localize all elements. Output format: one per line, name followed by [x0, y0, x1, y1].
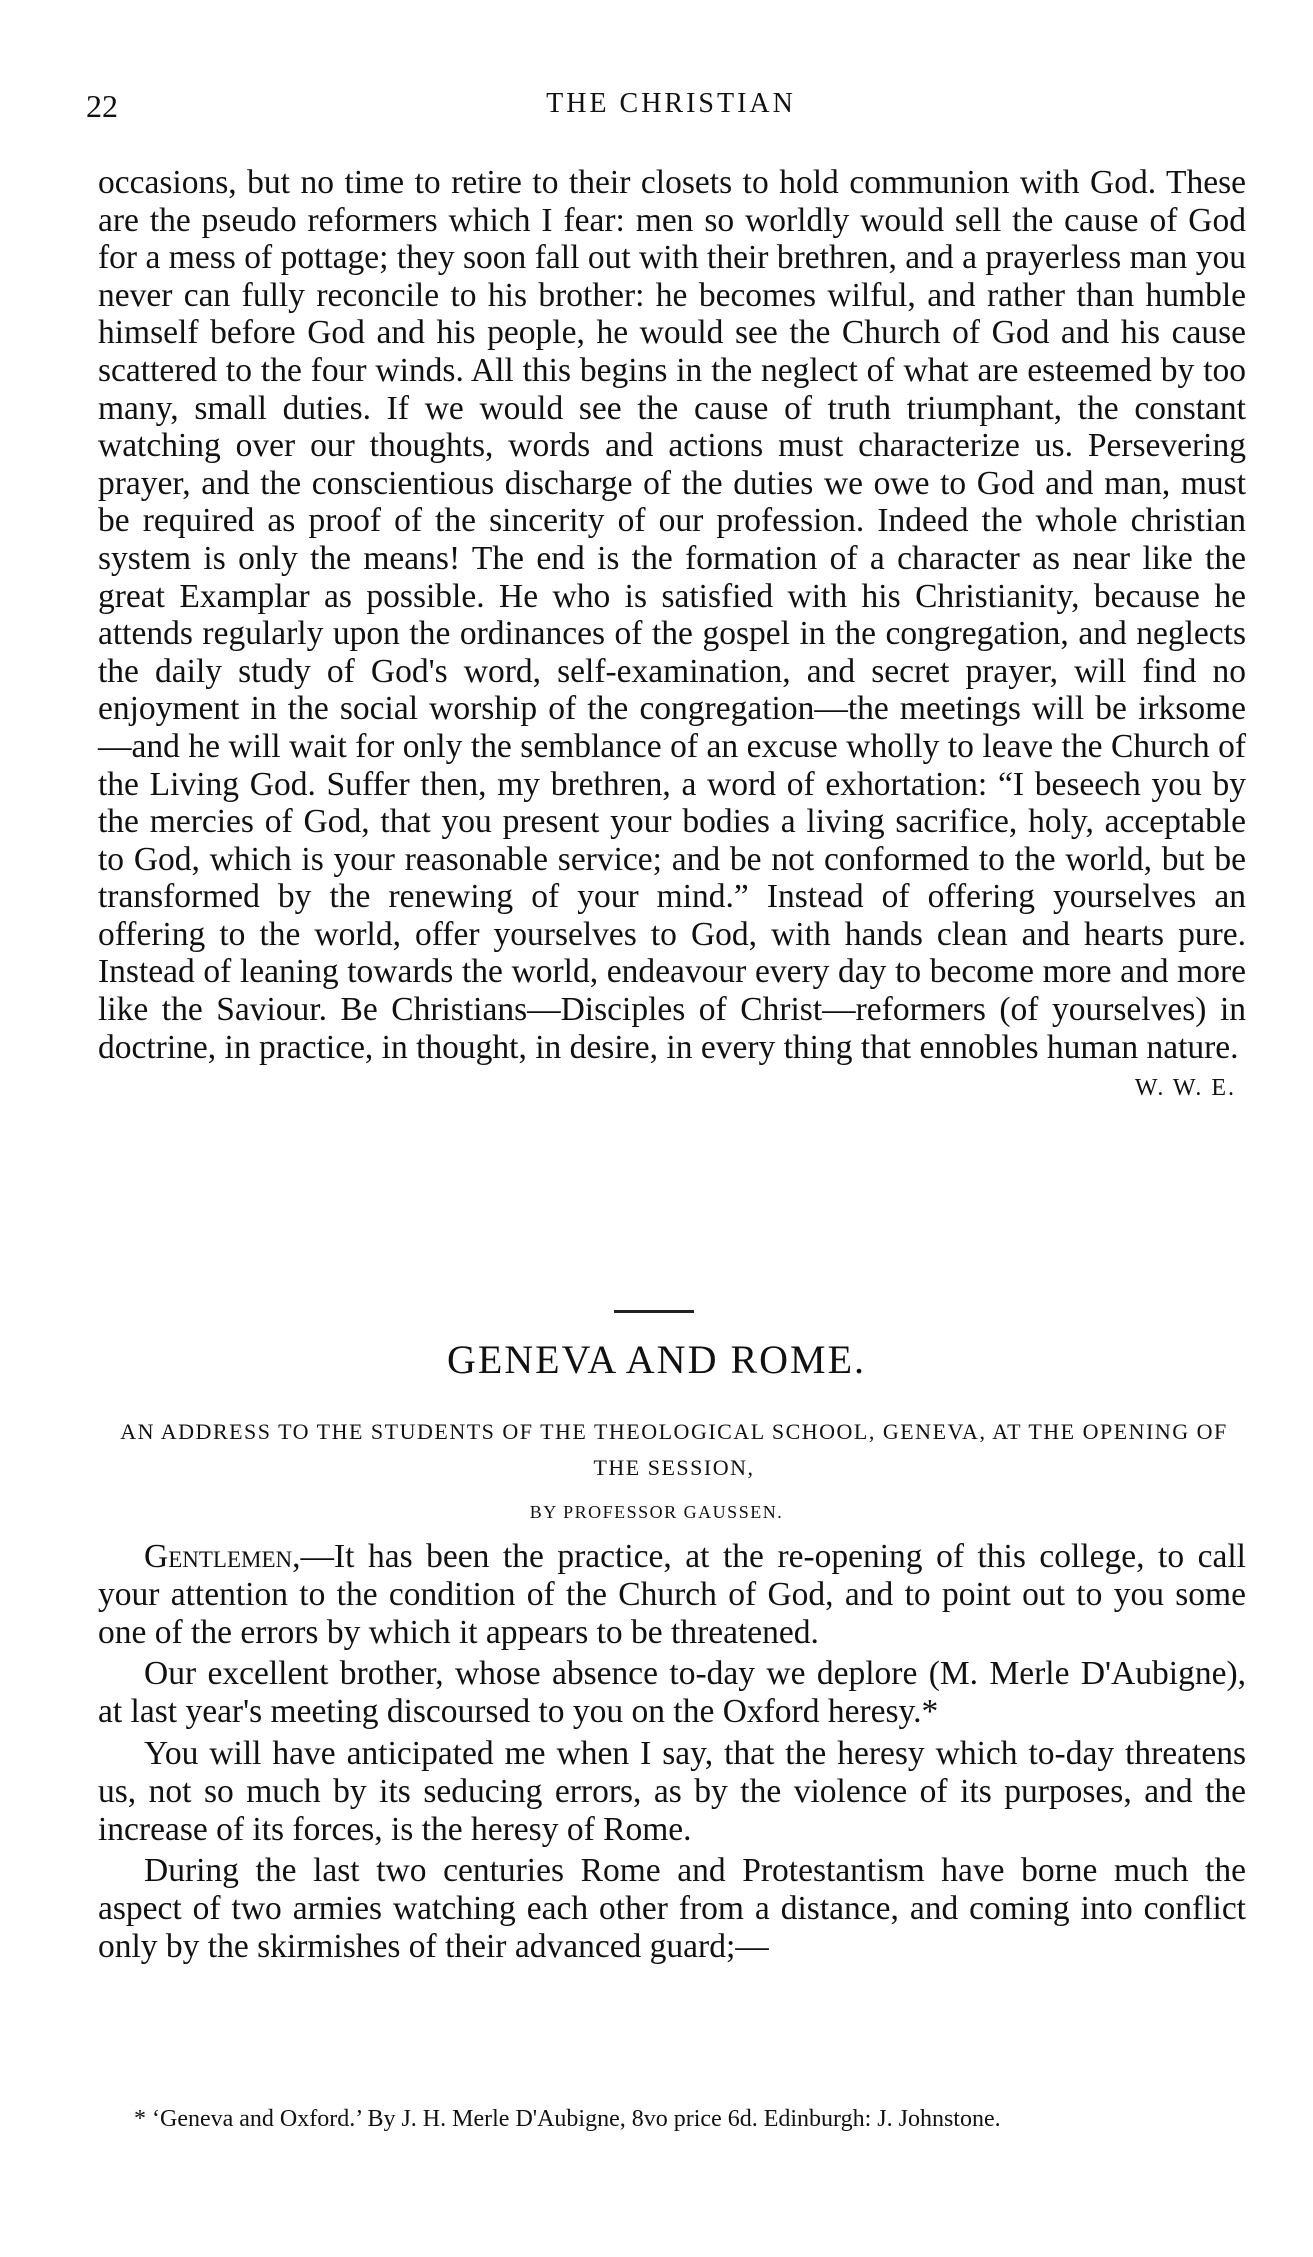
article-paragraph: During the last two centuries Rome and Protestantism have borne much the aspect of two armies watching each other from a distance, and coming into conflict only by the skirmishes of their advanced guard;—	[98, 1852, 1246, 1965]
salutation: Gentlemen,	[144, 1538, 301, 1575]
article-paragraph	[98, 1538, 1246, 1651]
paragraph-text: occasions, but no time to retire to their closets to hold communion with God. These are the pseudo reformers which I fear: men so worldly would sell the cause of God for a mess of pottage; they soon fall out with their brethren, and a prayerless man you never can fully reconcile to his brother: he becomes wilful, and rather than humble himself before God and his people, he would see the Church of God and his cause scattered to the four winds. All this begins in the neglect of what are esteemed by too many, small duties. If we would see the cause of truth triumphant, the constant watching over our thoughts, words and actions must characterize us. Persevering prayer, and the conscientious discharge of the duties we owe to God and man, must be required as proof of the sincerity of our profession. Indeed the whole christian system is only the means! The end is the formation of a character as near like the great Examplar as possible. He who is satisfied with his Christianity, because he attends regularly upon the ordinances of the gospel in the congregation, and neglects the daily study of God's word, self-examination, and secret prayer, will find no enjoyment in the social worship of the congregation—the meetings will be irksome—and he will wait for only the semblance of an excuse wholly to leave the Church of the Living God. Suffer then, my brethren, a word of exhortation: “I beseech you by the mercies of God, that you present your bodies a living sacrifice, holy, acceptable to God, which is your reasonable service; and be not conformed to the world, but be transformed by the renewing of your mind.” Instead of offering yourselves an offering to the world, offer yourselves to God, with hands clean and hearts pure. Instead of leaning towards the world, endeavour every day to become more and more like the Saviour. Be Christians—Disciples of Christ—reformers (of yourselves) in doctrine, in practice, in thought, in desire, in every thing that ennobles human nature.	[98, 164, 1246, 1066]
article-byline: BY PROFESSOR GAUSSEN.	[529, 1502, 784, 1522]
running-title: THE CHRISTIAN	[546, 88, 796, 119]
article-paragraph: You will have anticipated me when I say, that the heresy which to-day threatens us, not so much by its seducing errors, as by the violence of its purposes, and the increase of its forces, is the heresy of Rome.	[98, 1734, 1246, 1848]
article-body	[98, 1538, 1246, 1966]
continued-paragraph	[98, 164, 1246, 1108]
footnote: * ‘Geneva and Oxford.’ By J. H. Merle D'Aubigne, 8vo price 6d. Edinburgh: J. Johnstone.	[134, 2106, 1001, 2132]
paragraph-text: —It has been the practice, at the re-opening of this college, to call your attention to the condition of the Church of God, and to point out to you some one of the errors by which it appears to be threatened.	[98, 1538, 1246, 1651]
section-divider	[614, 1310, 694, 1313]
page-header	[86, 88, 1256, 128]
article-paragraph: Our excellent brother, whose absence to-day we deplore (M. Merle D'Aubigne), at last year's meeting discoursed to you on the Oxford heresy.*	[98, 1655, 1246, 1731]
article-subtitle: AN ADDRESS TO THE STUDENTS OF THE THEOLOGICAL SCHOOL, GENEVA, AT THE OPENING OF THE SESSION,	[120, 1419, 1228, 1480]
article-title: GENEVA AND ROME.	[446, 1337, 867, 1382]
author-signature: W. W. E.	[1134, 1075, 1236, 1102]
page-number: 22	[86, 88, 118, 124]
